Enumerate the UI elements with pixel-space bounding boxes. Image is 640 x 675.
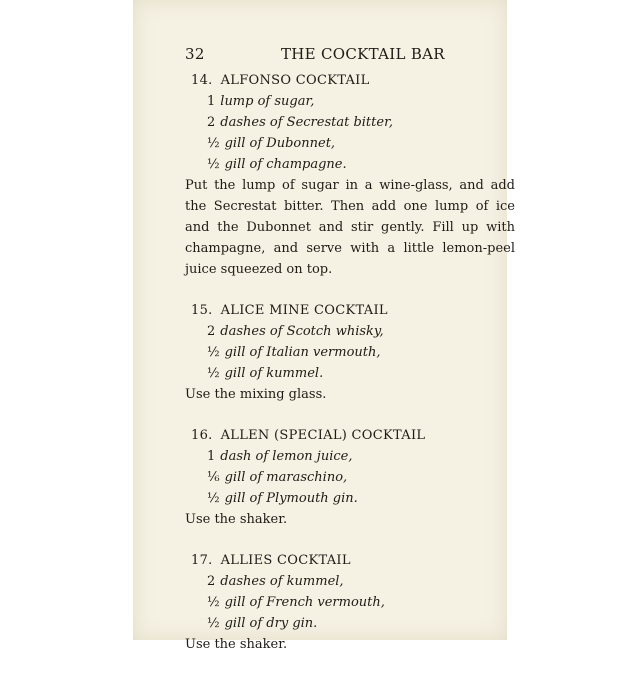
ingredient-qty: ½ [207, 366, 220, 381]
ingredient-qty: ½ [207, 616, 220, 631]
ingredient-line [185, 467, 515, 488]
ingredient-qty: 1 [207, 449, 216, 464]
ingredient-line [185, 342, 515, 363]
recipe-name: ALLEN (SPECIAL) COCKTAIL [220, 428, 426, 443]
ingredient-line [185, 571, 515, 592]
ingredient-line [185, 154, 515, 175]
ingredient-text: dashes of kummel, [220, 574, 344, 589]
recipe-name: ALLIES COCKTAIL [220, 553, 351, 568]
recipe-instructions: Use the shaker. [185, 637, 288, 652]
ingredient-text: gill of champagne. [224, 157, 347, 172]
ingredient-text: dashes of Secrestat bitter, [220, 115, 393, 130]
ingredient-qty: 2 [207, 574, 216, 589]
recipe-number: 16. [191, 428, 213, 443]
ingredient-line [185, 363, 515, 384]
recipe-instructions: Use the shaker. [185, 512, 288, 527]
ingredient-text: dash of lemon juice, [220, 449, 353, 464]
ingredient-text: gill of Dubonnet, [224, 136, 336, 151]
recipe-title [185, 70, 515, 91]
recipe [185, 70, 515, 280]
ingredient-text: gill of Plymouth gin. [224, 491, 358, 506]
ingredient-text: dashes of Scotch whisky, [220, 324, 384, 339]
ingredient-qty: 2 [207, 115, 216, 130]
ingredient-line [185, 613, 515, 634]
ingredient-qty: 1 [207, 94, 216, 109]
recipe-name: ALICE MINE COCKTAIL [220, 303, 388, 318]
ingredient-qty: ½ [207, 595, 220, 610]
running-head: THE COCKTAIL BAR [281, 45, 445, 63]
recipe-title [185, 550, 515, 571]
recipe-number: 17. [191, 553, 213, 568]
ingredient-qty: ½ [207, 136, 220, 151]
recipe-instructions: Put the lump of sugar in a wine-glass, and add the Secrestat bitter. Then add one lump of ice and the Dubonnet and stir gently. Fill up with champagne, and serve with a little lemon-peel juice squeezed on top. [185, 178, 515, 277]
ingredient-line [185, 112, 515, 133]
recipe-title [185, 425, 515, 446]
ingredient-text: gill of French vermouth, [224, 595, 385, 610]
ingredient-line [185, 592, 515, 613]
ingredient-qty: ½ [207, 491, 220, 506]
page-content [185, 70, 515, 675]
ingredient-line [185, 488, 515, 509]
ingredient-line [185, 446, 515, 467]
recipe [185, 425, 515, 530]
recipe-title [185, 300, 515, 321]
recipe-number: 15. [191, 303, 213, 318]
ingredient-qty: ½ [207, 345, 220, 360]
ingredient-qty: ½ [207, 157, 220, 172]
ingredient-text: gill of kummel. [224, 366, 324, 381]
ingredient-text: gill of dry gin. [224, 616, 318, 631]
recipe [185, 550, 515, 655]
ingredient-qty: ⅙ [207, 470, 220, 485]
page-number: 32 [185, 45, 205, 63]
ingredient-text: gill of Italian vermouth, [224, 345, 381, 360]
ingredient-text: gill of maraschino, [224, 470, 348, 485]
recipe [185, 300, 515, 405]
recipe-number: 14. [191, 73, 213, 88]
ingredient-line [185, 133, 515, 154]
ingredient-line [185, 321, 515, 342]
ingredient-text: lump of sugar, [220, 94, 315, 109]
recipe-instructions: Use the mixing glass. [185, 387, 327, 402]
ingredient-qty: 2 [207, 324, 216, 339]
ingredient-line [185, 91, 515, 112]
recipe-name: ALFONSO COCKTAIL [220, 73, 370, 88]
